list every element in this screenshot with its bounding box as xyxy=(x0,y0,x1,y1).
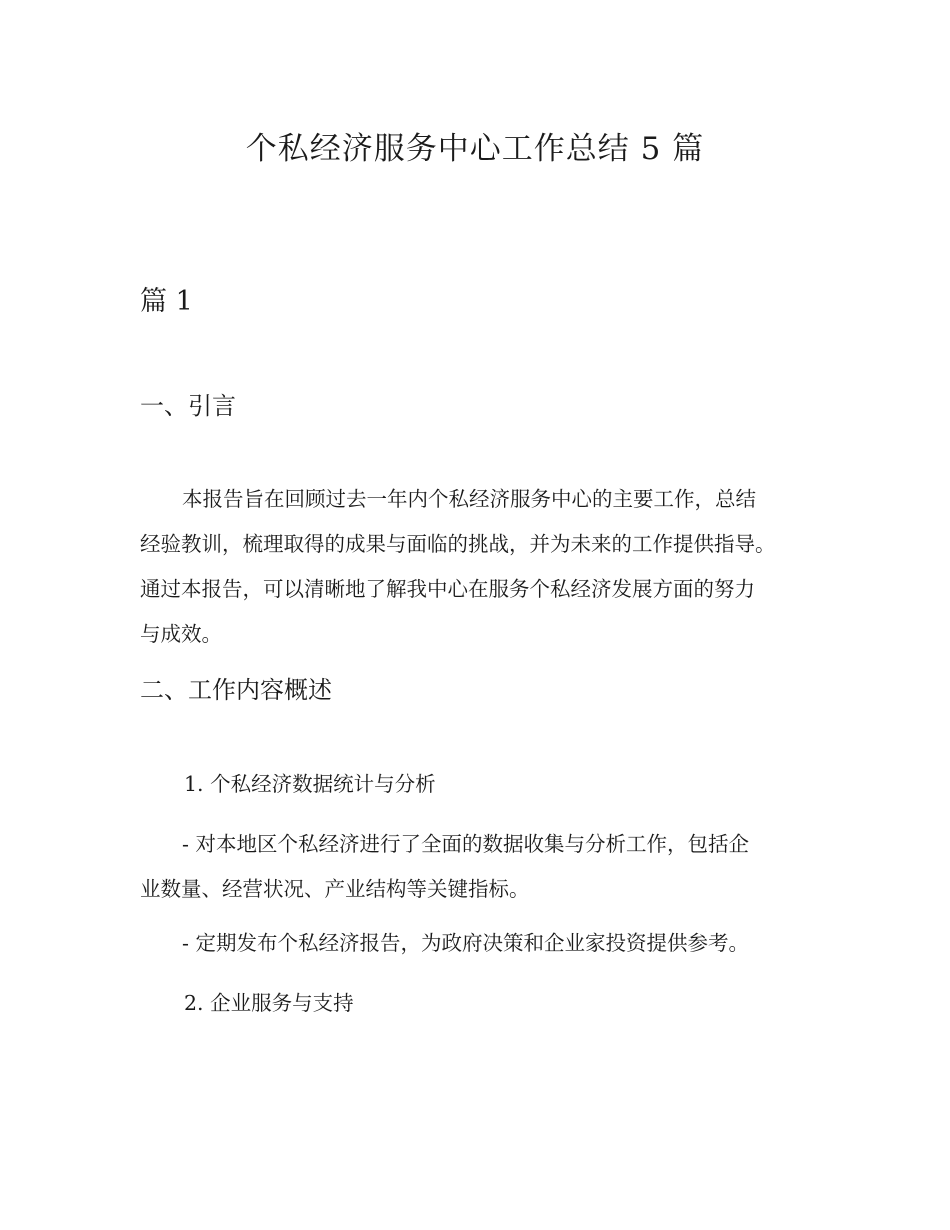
subheading-enterprise-service: 2. 企业服务与支持 xyxy=(184,991,354,1015)
bullet-periodic-report xyxy=(140,921,860,966)
paragraph-line: 通过本报告，可以清晰地了解我中心在服务个私经济发展方面的努力 xyxy=(140,577,755,601)
bullet-data-collection xyxy=(140,822,860,912)
bullet-line: - 对本地区个私经济进行了全面的数据收集与分析工作，包括企 xyxy=(182,832,749,856)
paragraph-line: 本报告旨在回顾过去一年内个私经济服务中心的主要工作，总结 xyxy=(182,487,756,511)
part-heading: 篇 1 xyxy=(140,286,193,317)
bullet-line: 业数量、经营状况、产业结构等关键指标。 xyxy=(140,877,530,901)
section-heading-work-overview: 二、工作内容概述 xyxy=(140,676,332,704)
bullet-line: - 定期发布个私经济报告，为政府决策和企业家投资提供参考。 xyxy=(182,931,749,955)
document-title: 个私经济服务中心工作总结 5 篇 xyxy=(245,131,705,167)
subheading-statistics: 1. 个私经济数据统计与分析 xyxy=(184,772,436,796)
paragraph-line: 经验教训，梳理取得的成果与面临的挑战，并为未来的工作提供指导。 xyxy=(140,532,776,556)
paragraph-line: 与成效。 xyxy=(140,622,222,646)
section-heading-introduction: 一、引言 xyxy=(140,392,236,420)
introduction-paragraph xyxy=(140,477,860,657)
